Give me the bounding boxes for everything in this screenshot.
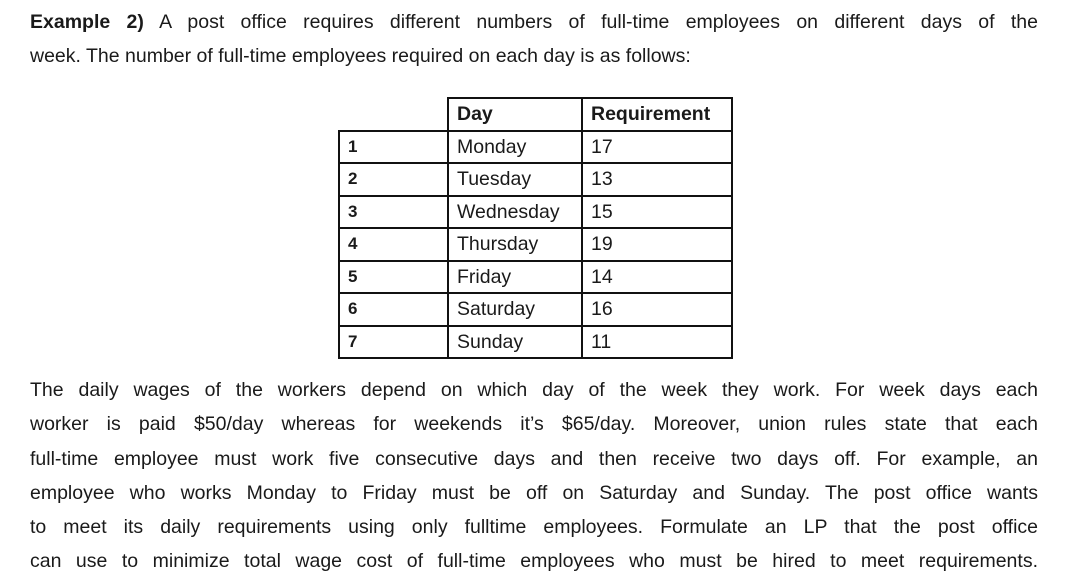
row-number: 2 [339, 163, 448, 196]
row-requirement: 19 [582, 228, 732, 261]
table-row [339, 326, 732, 359]
table-row [339, 196, 732, 229]
table-row [339, 261, 732, 294]
body-line-3: full-time employee must work five consecutive days and then receive two days off. For example, an [30, 448, 1038, 470]
intro-text-1: A post office requires different numbers of full-time employees on different days of the [143, 11, 1038, 33]
header-requirement: Requirement [582, 98, 732, 131]
row-requirement: 15 [582, 196, 732, 229]
row-day: Saturday [448, 293, 582, 326]
row-requirement: 13 [582, 163, 732, 196]
header-day: Day [448, 98, 582, 131]
table-row [339, 163, 732, 196]
row-number: 6 [339, 293, 448, 326]
row-number: 1 [339, 131, 448, 164]
body-line-1: The daily wages of the workers depend on which day of the week they work. For week days each [30, 379, 1038, 401]
table-row [339, 293, 732, 326]
row-day: Sunday [448, 326, 582, 359]
requirements-table [338, 97, 733, 359]
body-line-5: to meet its daily requirements using only fulltime employees. Formulate an LP that the post office [30, 516, 1038, 538]
row-number: 4 [339, 228, 448, 261]
row-requirement: 14 [582, 261, 732, 294]
row-day: Monday [448, 131, 582, 164]
intro-line-1 [30, 5, 1038, 39]
example-label: Example 2) [30, 11, 144, 33]
body-line-2: worker is paid $50/day whereas for weekends it’s $65/day. Moreover, union rules state that each [30, 413, 1038, 435]
header-blank-cell [339, 98, 448, 131]
body-line-4: employee who works Monday to Friday must be off on Saturday and Sunday. The post office wants [30, 482, 1038, 504]
row-number: 3 [339, 196, 448, 229]
row-day: Tuesday [448, 163, 582, 196]
row-requirement: 16 [582, 293, 732, 326]
body-line-6: can use to minimize total wage cost of full-time employees who must be hired to meet requirements. [30, 550, 1038, 572]
table-header-row [339, 98, 732, 131]
row-requirement: 17 [582, 131, 732, 164]
row-requirement: 11 [582, 326, 732, 359]
row-number: 7 [339, 326, 448, 359]
table-row [339, 131, 732, 164]
row-day: Friday [448, 261, 582, 294]
row-day: Thursday [448, 228, 582, 261]
table-row [339, 228, 732, 261]
row-number: 5 [339, 261, 448, 294]
intro-line-2: week. The number of full-time employees required on each day is as follows: [30, 45, 691, 67]
row-day: Wednesday [448, 196, 582, 229]
